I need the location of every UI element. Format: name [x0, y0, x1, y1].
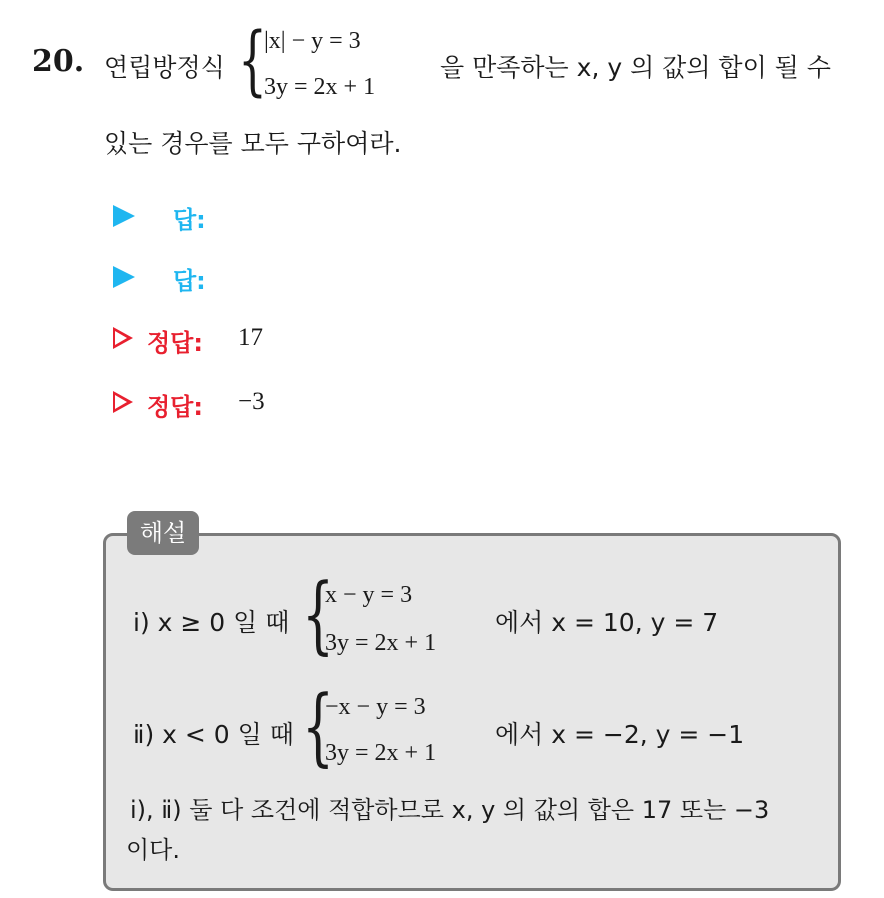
- question-system-eq1: |x| − y = 3: [264, 28, 361, 54]
- solution-tag: 해설: [127, 511, 199, 555]
- conclusion-line2: 이다.: [126, 836, 180, 864]
- case1-eq2: 3y = 2x + 1: [325, 630, 437, 656]
- correct-1-label: 정답:: [147, 329, 203, 357]
- conclusion-line1: ⅰ), ⅱ) 둘 다 조건에 적합하므로 x, y 의 값의 합은 17 또는 −3: [130, 796, 770, 824]
- correct-1-value: 17: [238, 324, 263, 351]
- question-brace: {: [238, 15, 268, 104]
- answer-1-label: 답:: [173, 206, 206, 234]
- answer-1-arrow-icon: [113, 205, 135, 227]
- case1-prefix: ⅰ) x ≥ 0 일 때: [133, 608, 290, 637]
- solution-panel: [103, 533, 841, 891]
- question-line2: 있는 경우를 모두 구하여라.: [104, 129, 402, 158]
- question-suffix: 을 만족하는 x, y 의 값의 합이 될 수: [440, 53, 831, 82]
- correct-1-arrow-inner: [115, 331, 127, 345]
- case1-eq1: x − y = 3: [325, 582, 413, 608]
- question-number: 20.: [32, 44, 85, 79]
- case2-brace: {: [302, 677, 335, 775]
- case2-eq1: −x − y = 3: [325, 694, 426, 720]
- question-system-eq2: 3y = 2x + 1: [264, 74, 376, 100]
- case2-eq2: 3y = 2x + 1: [325, 740, 437, 766]
- question-prefix: 연립방정식: [104, 53, 225, 82]
- correct-2-value: −3: [238, 388, 265, 415]
- correct-2-arrow-inner: [115, 395, 127, 409]
- case2-prefix: ⅱ) x < 0 일 때: [133, 720, 294, 749]
- correct-2-label: 정답:: [147, 393, 203, 421]
- case1-result: 에서 x = 10, y = 7: [495, 608, 719, 637]
- answer-2-label: 답:: [173, 267, 206, 295]
- answer-2-arrow-icon: [113, 266, 135, 288]
- case1-brace: {: [302, 565, 335, 663]
- case2-result: 에서 x = −2, y = −1: [495, 720, 745, 749]
